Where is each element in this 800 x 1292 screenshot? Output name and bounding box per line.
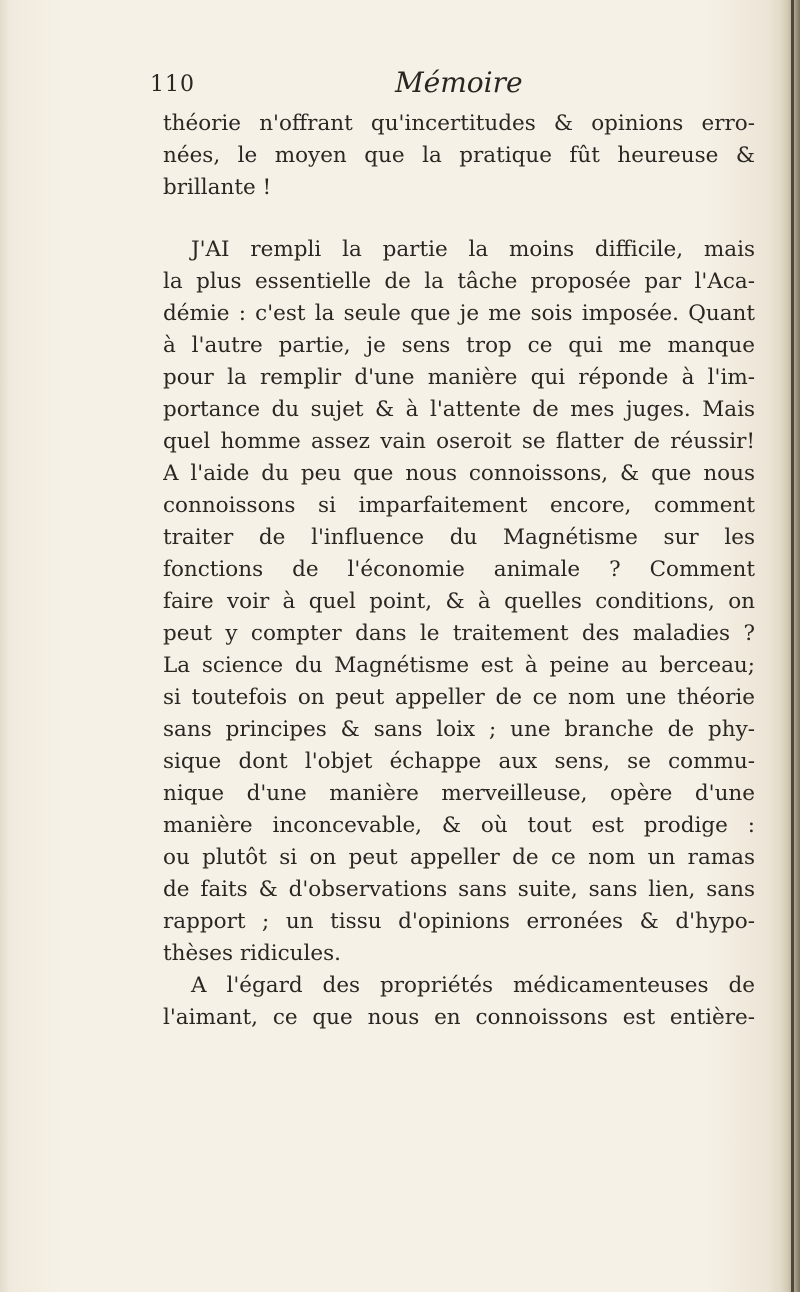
running-head: Mémoire — [395, 66, 523, 99]
text-line: thèses ridicules. — [163, 941, 341, 966]
text-line: à l'autre partie, je sens trop ce qui me manque — [163, 333, 755, 358]
text-line: manière inconcevable, & où tout est prodige : — [163, 813, 755, 838]
book-binding-line — [791, 0, 794, 1292]
paragraph-gap — [163, 204, 755, 234]
body-text — [163, 108, 755, 1034]
text-line: si toutefois on peut appeller de ce nom une théorie — [163, 685, 755, 710]
text-line: peut y compter dans le traitement des maladies ? — [163, 621, 755, 646]
text-line: quel homme assez vain oseroit se flatter de réussir! — [163, 429, 755, 454]
text-line: ou plutôt si on peut appeller de ce nom un ramas — [163, 845, 755, 870]
page-number: 110 — [150, 72, 195, 97]
text-line: J'AI rempli la partie la moins difficile, mais — [191, 237, 755, 262]
book-spine-edge — [778, 0, 800, 1292]
text-line: A l'égard des propriétés médicamenteuses de — [191, 973, 755, 998]
text-line: théorie n'offrant qu'incertitudes & opinions erro- — [163, 111, 755, 136]
text-line: rapport ; un tissu d'opinions erronées & d'hypo- — [163, 909, 755, 934]
text-line: sans principes & sans loix ; une branche de phy- — [163, 717, 755, 742]
page-gutter-shadow — [0, 0, 10, 1292]
text-line: nées, le moyen que la pratique fût heureuse & — [163, 143, 755, 168]
text-line: l'aimant, ce que nous en connoissons est entière- — [163, 1005, 755, 1030]
text-line: La science du Magnétisme est à peine au berceau; — [163, 653, 755, 678]
page-header — [150, 66, 760, 106]
text-line: brillante ! — [163, 175, 272, 200]
text-line: A l'aide du peu que nous connoissons, & que nous — [163, 461, 755, 486]
text-line: traiter de l'influence du Magnétisme sur les — [163, 525, 755, 550]
text-line: la plus essentielle de la tâche proposée par l'Aca- — [163, 269, 755, 294]
text-line: sique dont l'objet échappe aux sens, se commu- — [163, 749, 755, 774]
text-line: de faits & d'observations sans suite, sans lien, sans — [163, 877, 755, 902]
text-line: connoissons si imparfaitement encore, comment — [163, 493, 755, 518]
text-line: faire voir à quel point, & à quelles conditions, on — [163, 589, 755, 614]
text-line: fonctions de l'économie animale ? Comment — [163, 557, 755, 582]
text-line: portance du sujet & à l'attente de mes juges. Mais — [163, 397, 755, 422]
text-line: nique d'une manière merveilleuse, opère d'une — [163, 781, 755, 806]
text-line: pour la remplir d'une manière qui réponde à l'im- — [163, 365, 755, 390]
text-line: démie : c'est la seule que je me sois imposée. Quant — [163, 301, 755, 326]
